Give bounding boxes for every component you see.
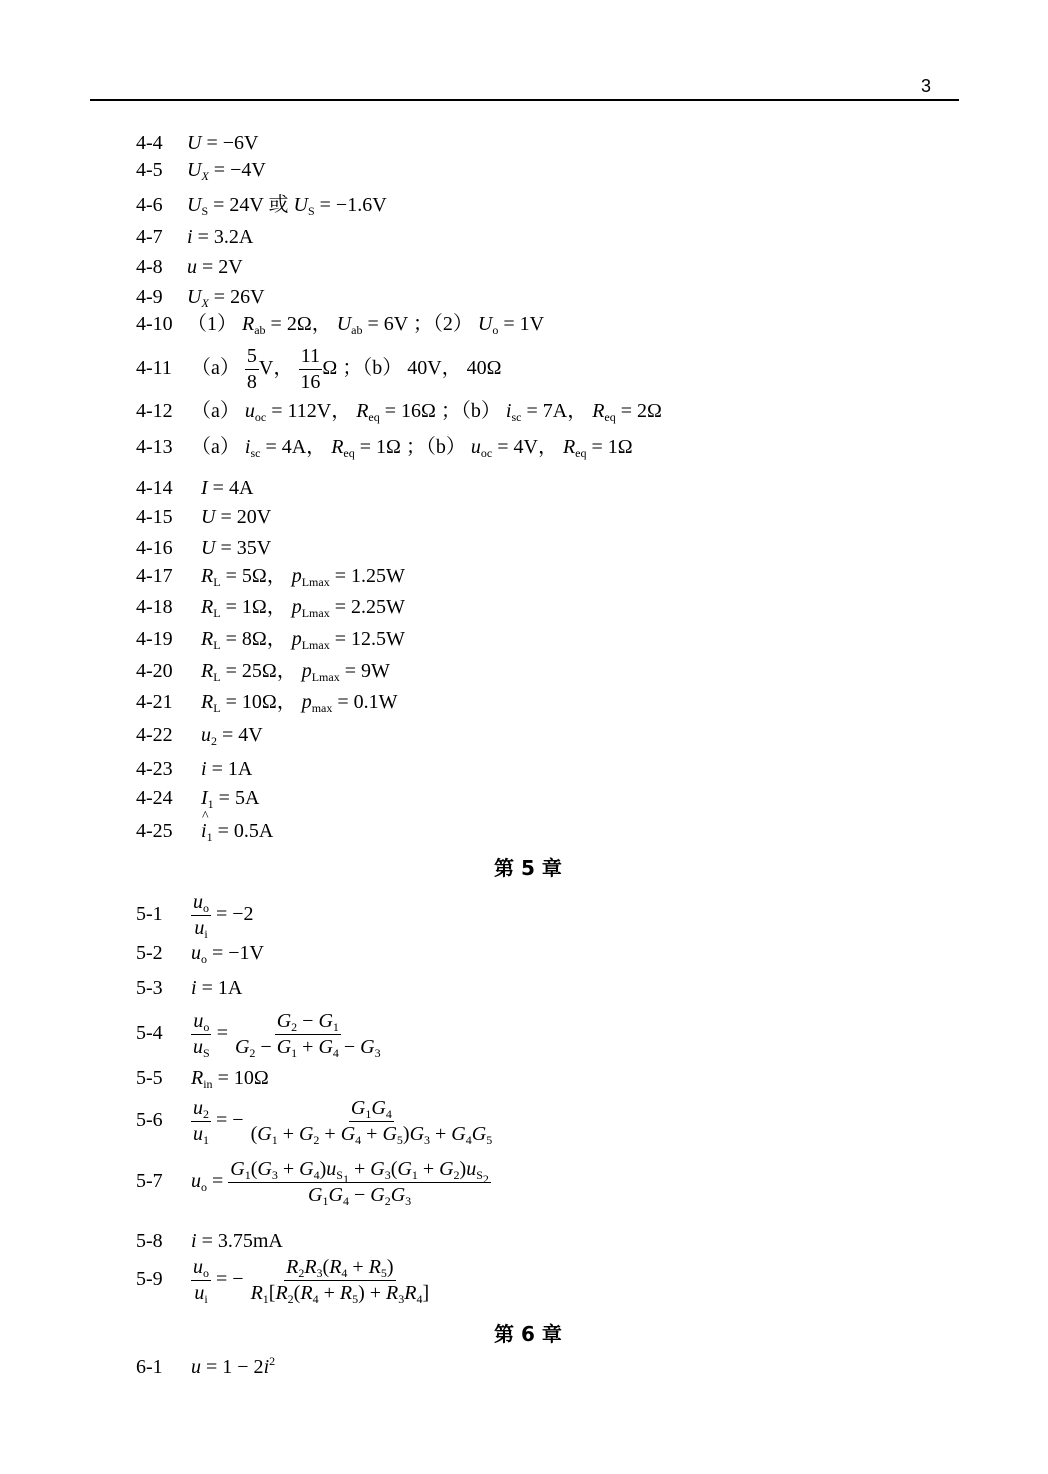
- item-number: 4-9: [136, 286, 163, 308]
- answer-4-4: [136, 130, 258, 156]
- answer-4-6: [136, 192, 387, 218]
- answer-formula: $u_o = -1V$: [191, 942, 265, 966]
- item-number: 4-19: [136, 628, 173, 650]
- answer-5-5: [136, 1065, 269, 1091]
- answer-formula: $R_L = 1\Omega$， $p_{Lmax} = 2.25W$: [201, 596, 405, 620]
- answer-4-15: [136, 504, 271, 530]
- item-number: 4-11: [136, 357, 172, 380]
- answer-formula: $\frac{u_o}{u_S}$ = $\frac{G_2 - G_1}{G_2 - G_1 + G_4 - G_3}$: [193, 1010, 381, 1060]
- answer-formula: ^ $i_1 = 0.5A$: [201, 818, 273, 844]
- answer-4-12: [136, 398, 662, 424]
- answer-formula: i = 1A: [201, 758, 253, 780]
- answer-formula: （1） $R_{ab} = 2\Omega$， $U_{ab} = 6V$ ；（2） $U_o = 1V$: [187, 313, 545, 337]
- answer-formula: $U_X = 26V$: [187, 286, 265, 310]
- answer-formula: $R_L = 25\Omega$， $p_{Lmax} = 9W$: [201, 660, 390, 684]
- answer-4-19: [136, 626, 405, 652]
- header-rule: [90, 99, 959, 101]
- item-number: 6-1: [136, 1356, 163, 1378]
- item-number: 4-24: [136, 787, 173, 809]
- answer-formula: i = 3.75mA: [191, 1230, 283, 1252]
- answer-formula: I = 4A: [201, 477, 254, 499]
- item-number: 4-20: [136, 660, 173, 682]
- item-number: 5-5: [136, 1067, 163, 1089]
- answer-formula: $u_2 = 4V$: [201, 724, 263, 748]
- item-number: 5-2: [136, 942, 163, 964]
- answer-4-11: [136, 345, 502, 394]
- item-number: 4-12: [136, 400, 173, 422]
- answer-formula: U = −6V: [187, 132, 259, 154]
- item-number: 4-25: [136, 820, 173, 842]
- answer-4-10: [136, 311, 544, 337]
- answer-5-1: [136, 891, 254, 940]
- answer-formula: U = 35V: [201, 537, 272, 559]
- answer-5-9: [136, 1256, 431, 1305]
- answer-5-8: [136, 1228, 283, 1254]
- answer-6-1: [136, 1354, 275, 1380]
- answer-4-7: [136, 224, 253, 250]
- answer-formula: $u = 1 - 2i^2$: [191, 1354, 276, 1378]
- answer-4-22: [136, 722, 263, 748]
- answer-5-3: [136, 975, 242, 1001]
- item-number: 4-14: [136, 477, 173, 499]
- answer-formula: $I_1 = 5A$: [201, 787, 260, 811]
- answer-4-21: [136, 689, 398, 715]
- item-number: 4-7: [136, 226, 163, 248]
- answer-4-20: [136, 658, 390, 684]
- answer-formula: $R_L = 8\Omega$， $p_{Lmax} = 12.5W$: [201, 628, 405, 652]
- item-number: 5-1: [136, 903, 163, 926]
- answer-4-5: [136, 157, 266, 183]
- item-number: 4-4: [136, 132, 163, 154]
- item-number: 5-3: [136, 977, 163, 999]
- item-number: 4-18: [136, 596, 173, 618]
- item-number: 4-10: [136, 313, 173, 335]
- chapter-5-heading: 第 5 章: [494, 856, 562, 880]
- item-number: 4-6: [136, 194, 163, 216]
- answer-formula: （a） $u_{oc} = 112V$， $R_{eq} = 16\Omega$ ；（b） $i_{sc} = 7A$， $R_{eq} = 2\Omega$: [191, 400, 662, 424]
- answer-4-9: [136, 284, 265, 310]
- answer-formula: $U_S = 24V$ 或 $U_S = -1.6V$: [187, 194, 387, 218]
- item-number: 5-7: [136, 1170, 163, 1193]
- answer-formula: $u_o$ = $\frac{G_1(G_3 + G_4)u_{S_1} + G_3(G_1 + G_2)u_{S_2}}{G_1G_4 - G_2G_3}$: [191, 1158, 489, 1208]
- answer-formula: $\frac{u_2}{u_1}$ = − $\frac{G_1G_4}{(G_1 + G_2 + G_4 + G_5)G_3 + G_4G_5}$: [193, 1097, 493, 1147]
- answer-formula: $R_L = 10\Omega$， $p_{max} = 0.1W$: [201, 691, 398, 715]
- chapter-6-heading: 第 6 章: [494, 1322, 562, 1346]
- answer-4-25: [136, 818, 273, 844]
- answer-formula: i = 1A: [191, 977, 243, 999]
- item-number: 5-6: [136, 1109, 163, 1132]
- item-number: 5-4: [136, 1022, 163, 1045]
- item-number: 5-9: [136, 1268, 163, 1291]
- item-number: 4-23: [136, 758, 173, 780]
- item-number: 4-13: [136, 436, 173, 458]
- item-number: 4-5: [136, 159, 163, 181]
- answer-4-14: [136, 475, 253, 501]
- answer-formula: $R_L = 5\Omega$， $p_{Lmax} = 1.25W$: [201, 565, 405, 589]
- answer-formula: i = 3.2A: [187, 226, 254, 248]
- answer-4-17: [136, 563, 405, 589]
- answer-4-16: [136, 535, 271, 561]
- item-number: 4-15: [136, 506, 173, 528]
- item-number: 4-22: [136, 724, 173, 746]
- item-number: 4-8: [136, 256, 163, 278]
- answer-formula: （a） $\frac{5}{8}$ V， $\frac{11}{16}$ Ω ；（b） 40V， 40Ω: [191, 345, 502, 393]
- item-number: 4-16: [136, 537, 173, 559]
- answer-formula: U = 20V: [201, 506, 272, 528]
- answer-5-4: [136, 1010, 383, 1059]
- answer-4-13: [136, 434, 633, 460]
- answer-formula: $R_{in} = 10\Omega$: [191, 1067, 269, 1091]
- answer-5-2: [136, 940, 264, 966]
- answer-4-18: [136, 594, 405, 620]
- answer-formula: $\frac{u_o}{u_i}$ = −2: [193, 891, 254, 941]
- answer-formula: （a） $i_{sc} = 4A$， $R_{eq} = 1\Omega$ ；（b） $u_{oc} = 4V$， $R_{eq} = 1\Omega$: [191, 436, 633, 460]
- answer-4-24: [136, 785, 259, 811]
- item-number: 4-21: [136, 691, 173, 713]
- answer-4-8: [136, 254, 243, 280]
- answer-5-6: [136, 1097, 494, 1146]
- answer-formula: $\frac{u_o}{u_i}$ = − $\frac{R_2R_3(R_4 + R_5)}{R_1[R_2(R_4 + R_5) + R_3R_4]}$: [193, 1256, 430, 1306]
- answer-formula: $U_X = -4V$: [187, 159, 266, 183]
- answer-5-7: [136, 1158, 491, 1207]
- answer-4-23: [136, 756, 252, 782]
- answer-formula: u = 2V: [187, 256, 243, 278]
- page-number: 3: [921, 76, 932, 96]
- item-number: 4-17: [136, 565, 173, 587]
- item-number: 5-8: [136, 1230, 163, 1252]
